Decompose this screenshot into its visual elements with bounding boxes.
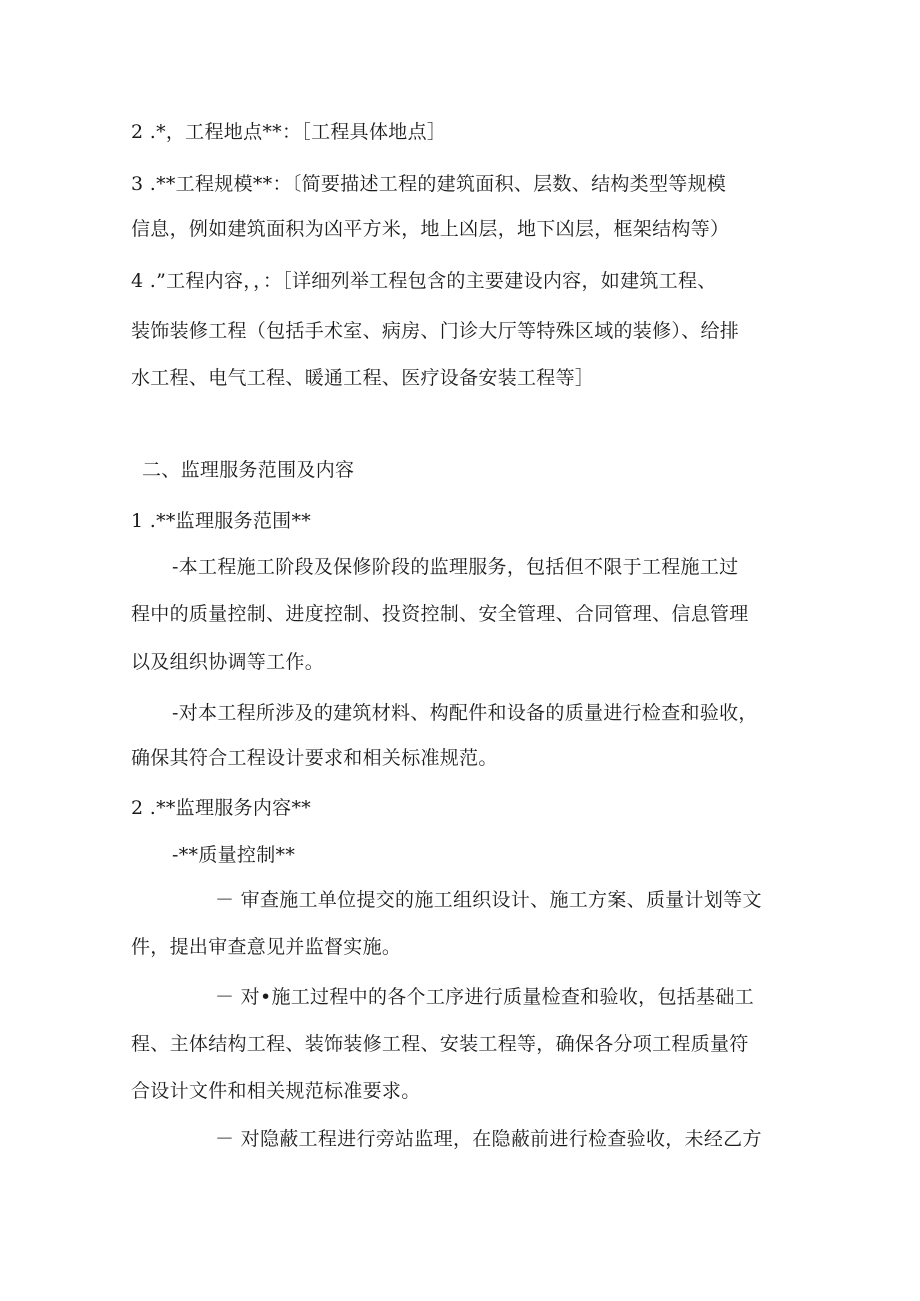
bullet-line: 件，提出审查意见并监督实施。	[131, 936, 402, 958]
project-content-line: 4 .”工程内容，，：［详细列举工程包含的主要建设内容，如建筑工程、	[131, 270, 717, 292]
sub-item-heading: -**质量控制**	[172, 844, 296, 866]
project-location-line: 2 .*，工程地点**：［工程具体地点］	[131, 121, 447, 143]
bullet-line: － 审查施工单位提交的施工组织设计、施工方案、质量计划等文	[215, 889, 762, 911]
bullet-line: － 对隐蔽工程进行旁站监理，在隐蔽前进行检查验收，未经乙方	[215, 1128, 762, 1150]
project-scale-continued-line: 信息，例如建筑面积为凶平方米，地上凶层，地下凶层，框架结构等）	[131, 218, 730, 240]
section-heading: 二、监理服务范围及内容	[142, 459, 355, 481]
paragraph-line: -本工程施工阶段及保修阶段的监理服务，包括但不限于工程施工过	[172, 556, 739, 578]
paragraph-line: 程中的质量控制、进度控制、投资控制、安全管理、合同管理、信息管理	[131, 603, 749, 625]
bullet-line: 程、主体结构工程、装饰装修工程、安装工程等，确保各分项工程质量符	[131, 1033, 749, 1055]
bullet-line: － 对•施工过程中的各个工序进行质量检查和验收，包括基础工	[215, 986, 754, 1008]
bullet-line: 合设计文件和相关规范标准要求。	[131, 1080, 421, 1102]
subsection-heading: 2 .**监理服务内容**	[131, 797, 312, 819]
paragraph-line: -对本工程所涉及的建筑材料、构配件和设备的质量进行检查和验收，	[172, 702, 758, 724]
project-content-continued-line: 水工程、电气工程、暖通工程、医疗设备安装工程等］	[131, 367, 595, 389]
subsection-heading: 1 .**监理服务范围**	[131, 510, 312, 532]
paragraph-line: 确保其符合工程设计要求和相关标准规范。	[131, 747, 498, 769]
project-content-continued-line: 装饰装修工程（包括手术室、病房、门诊大厅等特殊区域的装修）、给排	[131, 320, 740, 342]
project-scale-line: 3 .**工程规模**：〔简要描述工程的建筑面积、层数、结构类型等规模	[131, 173, 727, 195]
paragraph-line: 以及组织协调等工作。	[131, 651, 325, 673]
